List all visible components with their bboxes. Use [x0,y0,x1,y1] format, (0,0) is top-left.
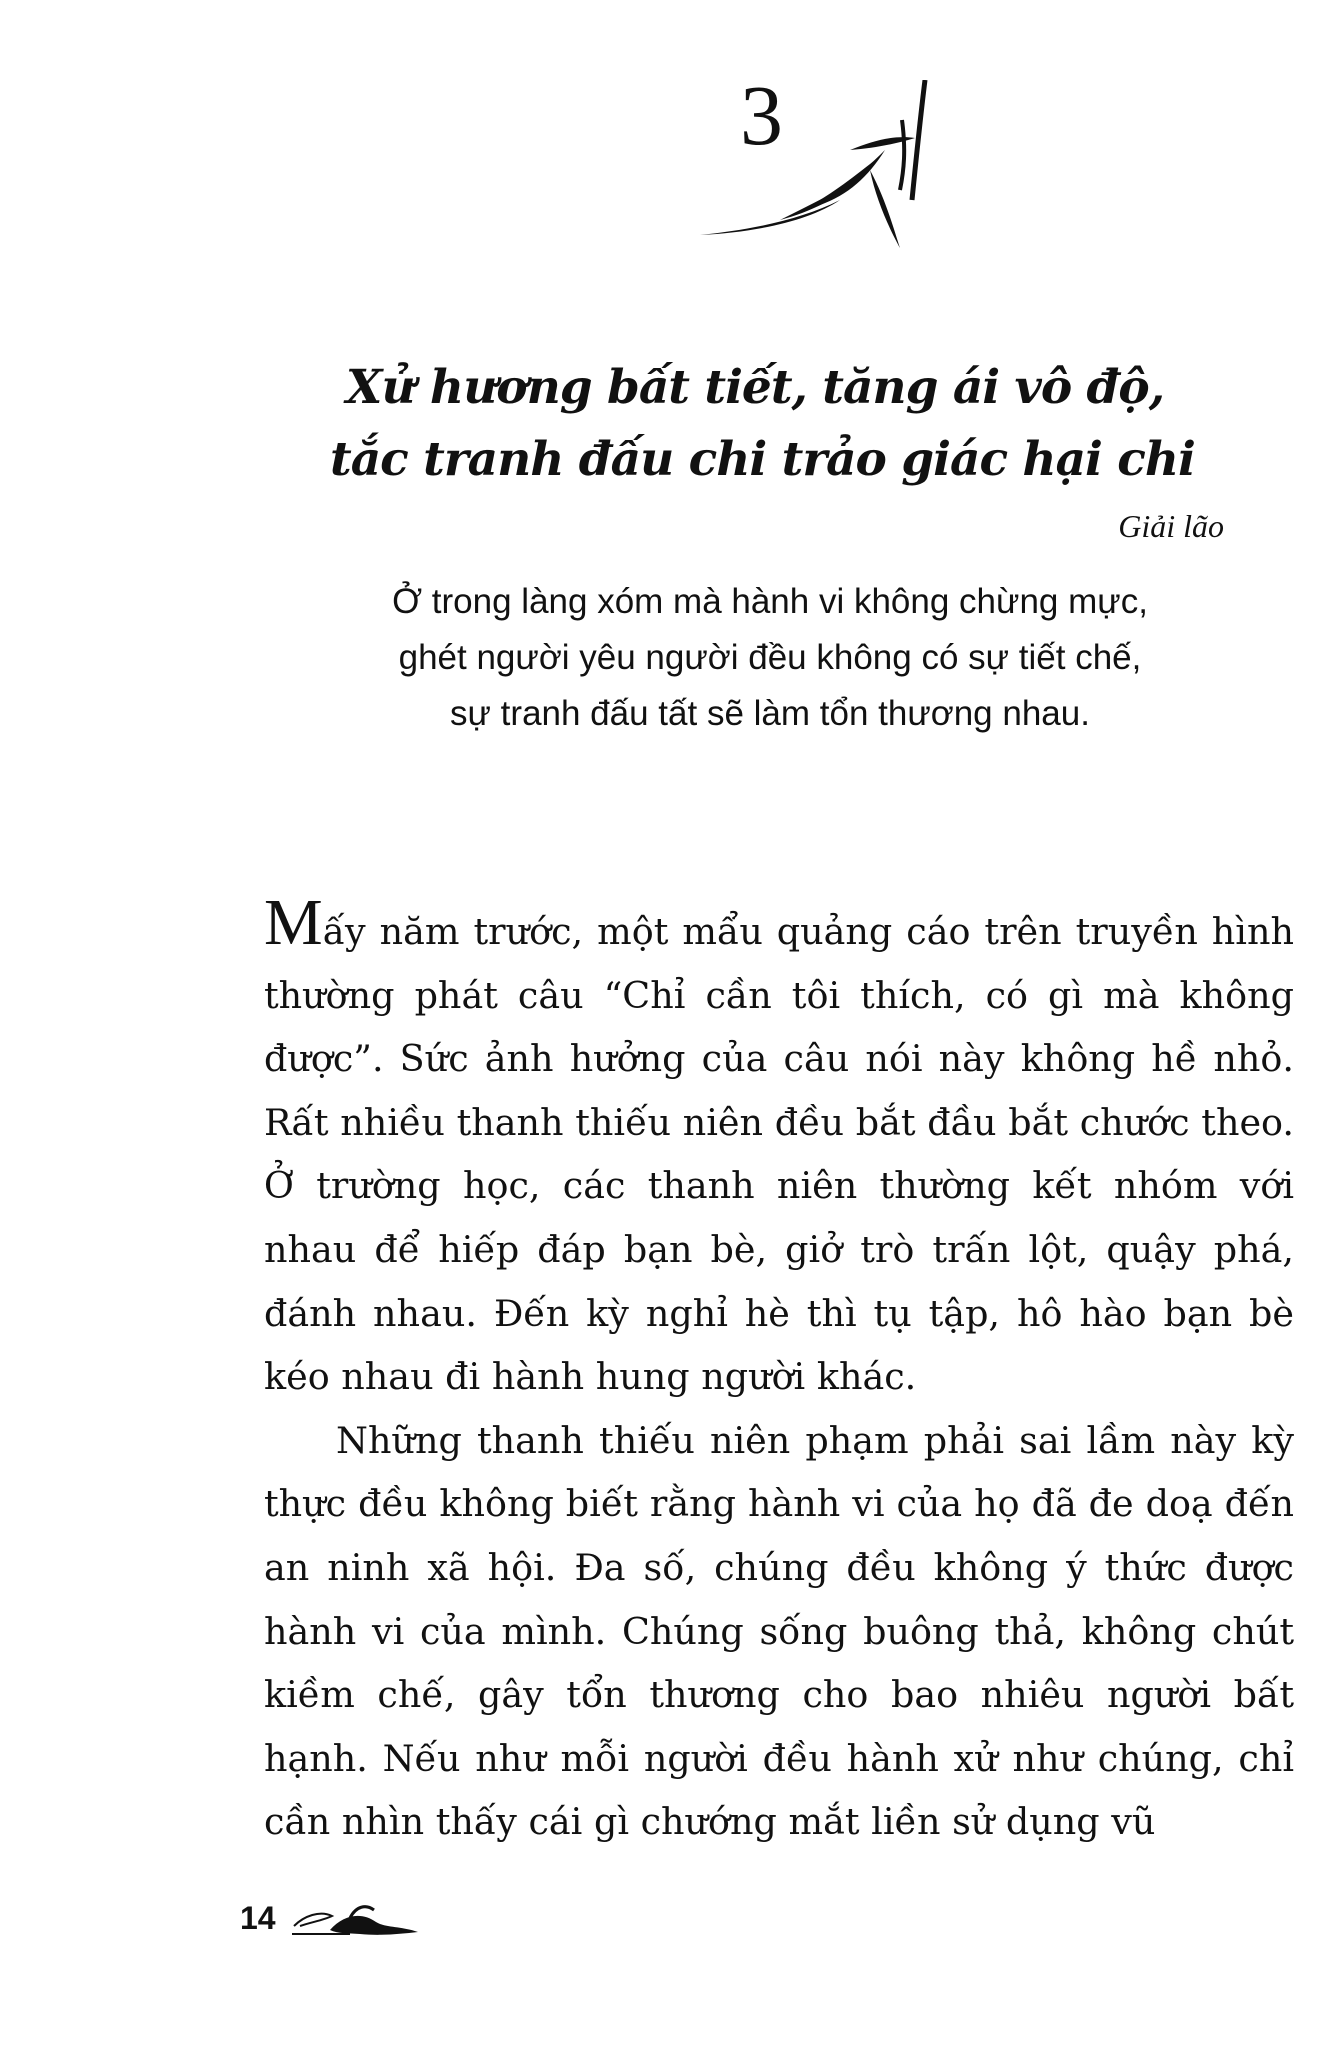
classical-quote [330,352,1195,496]
quote-line: tắc tranh đấu chi trảo giác hại chi [330,432,1195,487]
paragraph [264,886,1294,1409]
quote-attribution: Giải lão [1118,508,1224,544]
translation-line: sự tranh đấu tất sẽ làm tổn thương nhau. [450,694,1090,733]
translation-line: ghét người yêu người đều không có sự tiết chế, [398,638,1142,677]
drop-cap: M [264,886,323,959]
quote-line: Xử hương bất tiết, tăng ái vô độ, [345,360,1165,415]
translation-line: Ở trong làng xóm mà hành vi không chừng mực, [392,582,1148,621]
chapter-number: 3 [740,67,783,163]
bamboo-leaf-ornament [690,80,930,250]
body-text [264,886,1294,1854]
quote-translation [300,574,1240,742]
paragraph: Những thanh thiếu niên phạm phải sai lầm này kỳ thực đều không biết rằng hành vi của họ đã đe doạ đến an ninh xã hội. Đa số, chúng đều không ý thức được hành vi của mình. Chúng sống buông thả, không chút kiềm chế, gây tổn thương cho bao nhiêu người bất hạnh. Nếu như mỗi người đều hành xử như chúng, chỉ cần nhìn thấy cái gì chướng mắt liền sử dụng vũ [264,1418,1294,1844]
paragraph-text: ấy năm trước, một mẩu quảng cáo trên truyền hình thường phát câu “Chỉ cần tôi thích, có gì mà không được”. Sức ảnh hưởng của câu nói này không hề nhỏ. Rất nhiều thanh thiếu niên đều bắt đầu bắt chước theo. Ở trường học, các thanh niên thường kết nhóm với nhau để hiếp đáp bạn bè, giở trò trấn lột, quậy phá, đánh nhau. Đến kỳ nghỉ hè thì tụ tập, hô hào bạn bè kéo nhau đi hành hung người khác. [264,910,1294,1399]
page-number: 14 [240,1900,276,1936]
brush-ornament-icon [290,1896,430,1940]
